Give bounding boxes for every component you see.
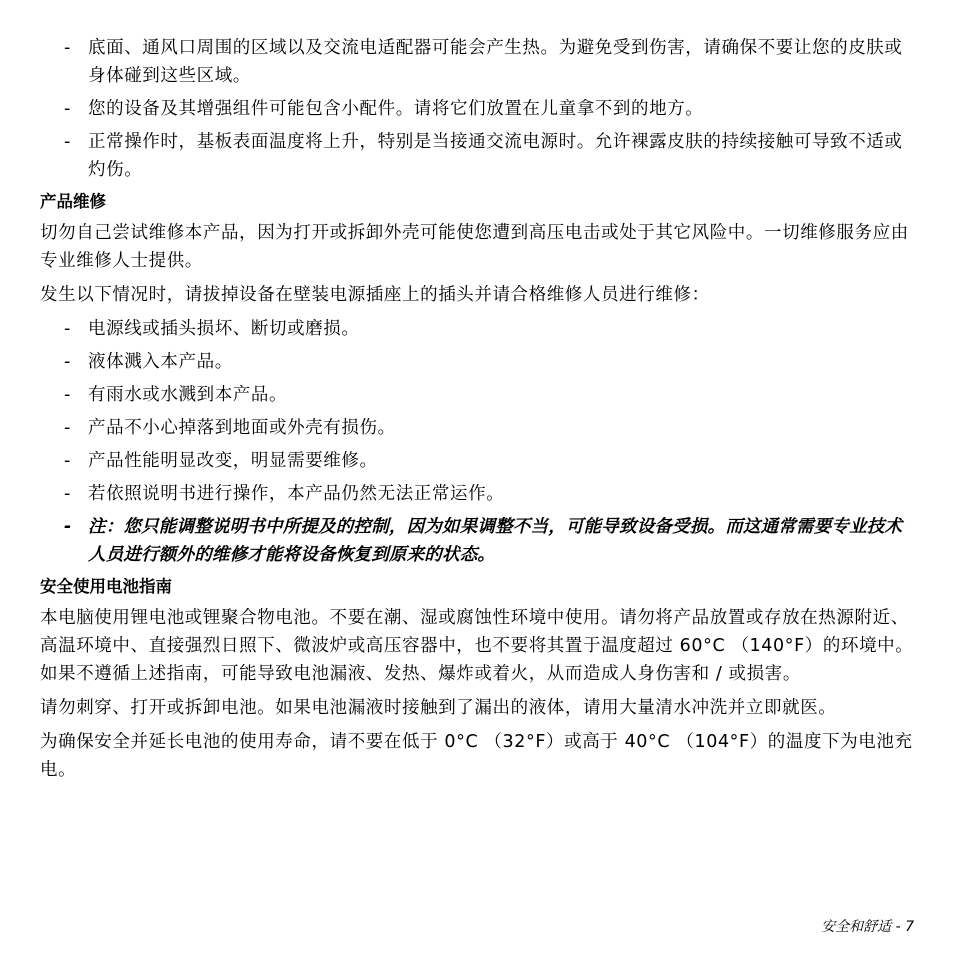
- list-item-text: 产品不小心掉落到地面或外壳有损伤。: [88, 418, 396, 438]
- battery-paragraph-2: 请勿刺穿、打开或拆卸电池。如果电池漏液时接触到了漏出的液体，请用大量清水冲洗并立即就医。: [40, 698, 837, 718]
- page-footer: 安全和舒适 - 7: [821, 919, 914, 935]
- note-text: 注：您只能调整说明书中所提及的控制，因为如果调整不当，可能导致设备受损。而这通常需要专业技术人员进行额外的维修才能将设备恢复到原来的状态。: [88, 517, 903, 565]
- list-dash: -: [64, 418, 71, 438]
- service-note: [40, 513, 916, 569]
- list-item-text: 有雨水或水溅到本产品。: [88, 385, 288, 405]
- list-item: [40, 348, 916, 376]
- section-heading-battery: 安全使用电池指南: [40, 577, 172, 596]
- list-dash: -: [64, 484, 71, 504]
- list-item-text: 电源线或插头损坏、断切或磨损。: [88, 319, 360, 339]
- document-page: [40, 34, 916, 790]
- list-item: [40, 315, 916, 343]
- service-conditions-list: [40, 315, 916, 569]
- service-paragraph-1: 切勿自己尝试维修本产品，因为打开或拆卸外壳可能使您遭到高压电击或处于其它风险中。一切维修服务应由专业维修人士提供。: [40, 223, 909, 271]
- list-item: [40, 128, 916, 184]
- list-item: [40, 95, 916, 123]
- section-heading-service: 产品维修: [40, 192, 106, 211]
- list-dash: -: [64, 319, 71, 339]
- list-dash: -: [64, 517, 72, 537]
- list-dash: -: [64, 38, 71, 58]
- battery-paragraph-1: 本电脑使用锂电池或锂聚合物电池。不要在潮、湿或腐蚀性环境中使用。请勿将产品放置或存放在热源附近、高温环境中、直接强烈日照下、微波炉或高压容器中，也不要将其置于温度超过 60°C （140°F）的环境中。如果不遵循上述指南，可能导致电池漏液、发热、爆炸或着火，从而造成人身伤害和 / 或损害。: [40, 608, 914, 684]
- list-item: [40, 414, 916, 442]
- list-item: [40, 381, 916, 409]
- service-paragraph-2: 发生以下情况时，请拔掉设备在壁装电源插座上的插头并请合格维修人员进行维修：: [40, 285, 710, 305]
- heat-warning-list: [40, 34, 916, 184]
- list-item: [40, 34, 916, 90]
- list-item-text: 底面、通风口周围的区域以及交流电适配器可能会产生热。为避免受到伤害，请确保不要让您的皮肤或身体碰到这些区域。: [88, 38, 903, 86]
- list-dash: -: [64, 352, 71, 372]
- list-item-text: 液体溅入本产品。: [88, 352, 233, 372]
- list-item-text: 产品性能明显改变，明显需要维修。: [88, 451, 378, 471]
- list-dash: -: [64, 451, 71, 471]
- list-dash: -: [64, 99, 71, 119]
- list-item-text: 若依照说明书进行操作，本产品仍然无法正常运作。: [88, 484, 505, 504]
- list-item-text: 正常操作时，基板表面温度将上升，特别是当接通交流电源时。允许裸露皮肤的持续接触可导致不适或灼伤。: [88, 132, 903, 180]
- list-dash: -: [64, 385, 71, 405]
- list-item: [40, 447, 916, 475]
- list-dash: -: [64, 132, 71, 152]
- list-item-text: 您的设备及其增强组件可能包含小配件。请将它们放置在儿童拿不到的地方。: [88, 99, 704, 119]
- list-item: [40, 480, 916, 508]
- battery-paragraph-3: 为确保安全并延长电池的使用寿命，请不要在低于 0°C （32°F）或高于 40°C （104°F）的温度下为电池充电。: [40, 732, 913, 780]
